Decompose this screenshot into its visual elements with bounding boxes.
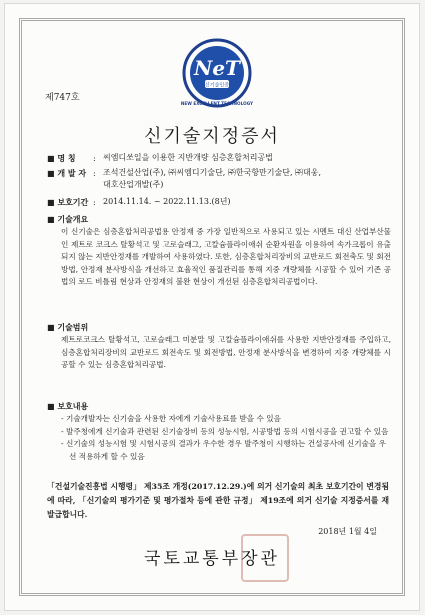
- list-item: - 신기술의 성능시험 및 시험시공의 결과가 우수한 경우 발주청이 시행하는 건설공사에 신기술을 우선 적용하게 할 수 있음: [61, 439, 386, 461]
- section-summary-heading: ■ 기술개요: [47, 214, 89, 224]
- section-scope-body: 제트로코크스 탈황석고, 고로슬래그 미분말 및 고칼슘플라이애쉬를 사용한 지반안정재를 주입하고, 심층혼합처리장비의 교반로드 회전속도 및 회전방법, 안정재 분사방식을 변경하여 지중 개량체를 시공할 수 있는 심층혼합처리공법.: [61, 335, 391, 370]
- list-item: - 발주청에게 신기술과 관련된 신기술장비 등의 성능시험, 시공방법 등의 시험시공을 권고할 수 있음: [61, 426, 389, 436]
- section-protect-list: [61, 413, 391, 463]
- section-scope-heading: ■ 기술범위: [47, 322, 89, 332]
- section-summary-body: 이 신기술은 심층혼합처리공법용 안정재 중 가장 일반적으로 사용되고 있는 시멘트 대신 산업부산물인 제트로 코크스 탈황석고 및 고로슬래그, 고칼슘플라이애쉬 순환자원을 이용하여 속가크롭이 유출되지 않는 지반안정재를 개발하여 사용하였다. 또한, 심층혼합처리장비의 교반로드 회전축도 및 회전방법, 안정재 분사방식을 개선하고 효율적인 품질관리를 통해 지중 개량체를 시공할 수 있어 기존 공법의 로드 비틀림 현상과 안정재의 불완 현상이 개선된 심층혼합처리공법이다.: [61, 227, 391, 287]
- issuer-name: 국토교통부장관: [144, 549, 280, 569]
- certificate-title: 신기술지정증서: [144, 126, 280, 147]
- issue-date: 2018년 1월 4일: [318, 527, 377, 536]
- certificate-page: [4, 3, 420, 611]
- field-developer: ■ 개 발 자 : 조석건설산업(주), ㈜씨엠디기술단, ㈜한국항만기술단, ㈜대웅, 대호산업개발(주): [47, 168, 322, 189]
- svg-text:NEW EXCELLENT TECHNOLOGY: NEW EXCELLENT TECHNOLOGY: [181, 101, 253, 106]
- field-period: ■ 보호기간 : 2014.11.14. ~ 2022.11.13.(8년): [47, 197, 231, 207]
- section-protect-heading: ■ 보호내용: [47, 401, 89, 411]
- document-number: 제747호: [45, 93, 80, 103]
- closing-statement: 「건설기술진흥법 시행령」 제35조 개정(2017.12.29.)에 의거 신기술의 최초 보호기간이 변경됨에 따라, 「신기술의 평가기준 및 평가절차 등에 관한 규정」 제19조에 의거 신기술 지정증서를 재발급합니다.: [47, 482, 389, 519]
- net-logo: [181, 37, 253, 109]
- svg-text:신기술인증: 신기술인증: [204, 82, 230, 89]
- field-name: ■ 명 칭 : 씨엠디쏘일을 이용한 지반개량 심층혼합처리공법: [47, 153, 273, 163]
- svg-text:NeT: NeT: [194, 56, 240, 80]
- list-item: - 기술개발자는 신기술을 사용한 자에게 기술사용료를 받을 수 있음: [61, 414, 281, 423]
